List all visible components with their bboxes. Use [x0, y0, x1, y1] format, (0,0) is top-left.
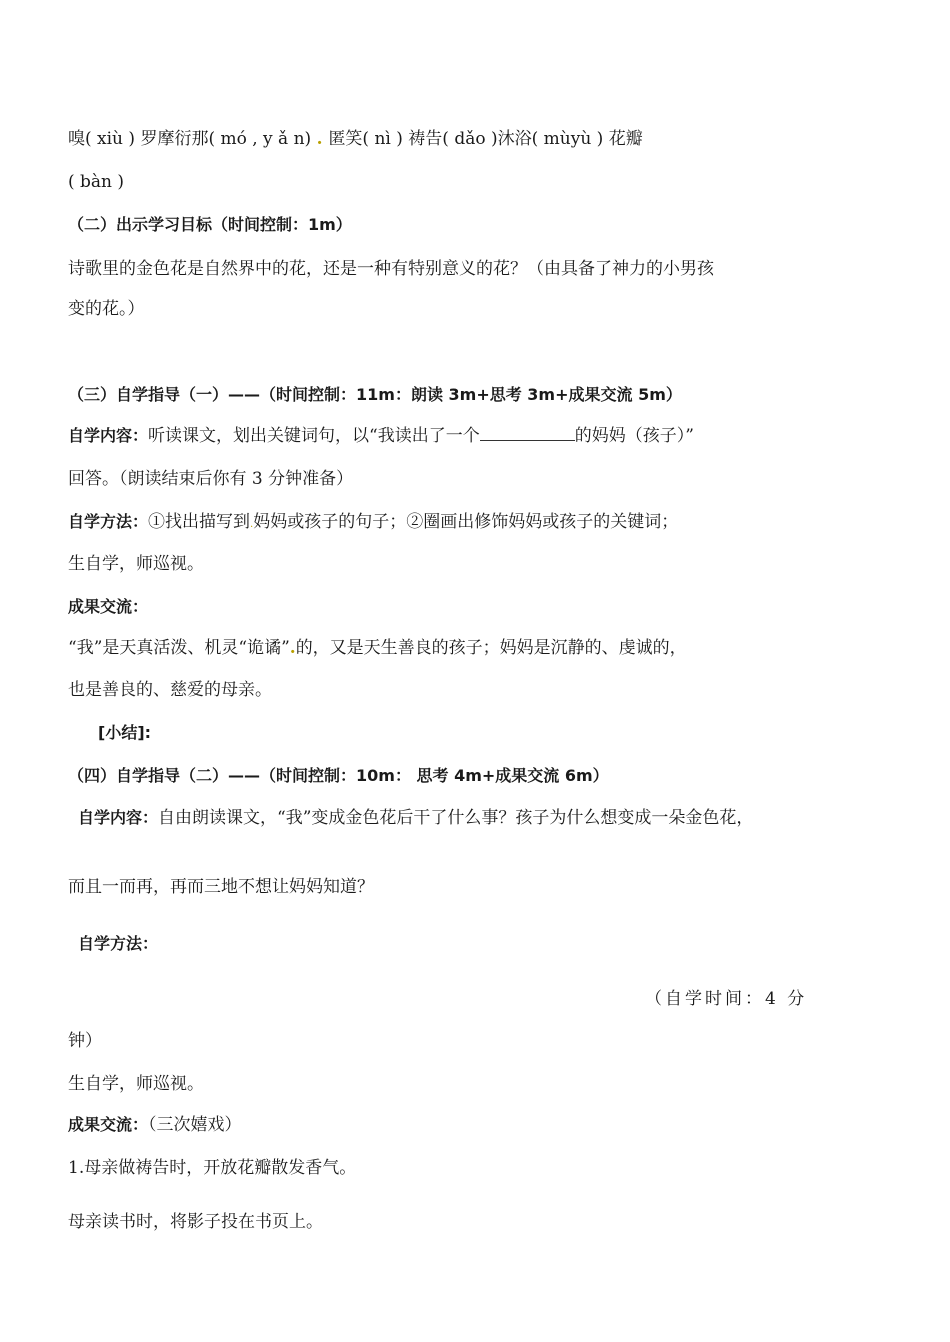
section-3-content — [68, 425, 694, 447]
method-label: 自学方法： — [68, 512, 149, 531]
section-3-result-label: 成果交流： — [68, 597, 149, 616]
section-3-method — [68, 511, 678, 536]
section-3-result-2: 也是善良的、慈爱的母亲。 — [68, 680, 272, 700]
section-3-result-1 — [68, 637, 687, 659]
pinyin-line-2: ( bàn ) — [68, 172, 125, 192]
section-3-method-2: 生自学，师巡视。 — [68, 554, 204, 574]
result-label: 成果交流： — [68, 1115, 149, 1134]
section-4-result-item-2: 母亲读书时，将影子投在书页上。 — [68, 1212, 323, 1232]
emphasis-dot-small: . — [250, 519, 254, 530]
pinyin-text-a: 嗅( xiù ) 罗摩衍那( mó , y ǎ n) — [68, 129, 317, 149]
section-2-text-1: 诗歌里的金色花是自然界中的花，还是一种有特别意义的花？（由具备了神力的小男孩 — [68, 259, 714, 279]
result-text-a: “我”是天真活泼、机灵“诡谲” — [68, 638, 290, 658]
method-text-b: 妈妈或孩子的句子；②圈画出修饰妈妈或孩子的关键词； — [253, 512, 679, 532]
section-4-method-2: 生自学，师巡视。 — [68, 1074, 204, 1094]
content-label: 自学内容： — [68, 426, 149, 445]
method-text-a: ①找出描写到 — [148, 512, 251, 532]
emphasis-dot: . — [289, 638, 296, 658]
section-3-heading: （三）自学指导（一）——（时间控制：11m：朗读 3m+思考 3m+成果交流 5m） — [68, 385, 682, 404]
section-4-content-2: 而且一而再，再而三地不想让妈妈知道？ — [68, 877, 374, 897]
content-text-a: 听读课文，划出关键词句，以“我读出了一个 — [148, 426, 480, 446]
section-4-method-label: 自学方法： — [78, 934, 159, 953]
section-2-heading: （二）出示学习目标（时间控制：1m） — [68, 215, 352, 234]
pinyin-text-b: 匿笑( nì ) 祷告( dǎo )沐浴( mùyù ) 花瓣 — [328, 129, 643, 149]
section-3-summary: [小结]: — [98, 723, 152, 742]
section-4-time-note-a: （自学时间：4 分 — [645, 989, 808, 1009]
section-4-time-note-b: 钟） — [68, 1031, 102, 1051]
fill-in-blank — [480, 426, 575, 441]
section-3-content-2: 回答。（朗读结束后你有 3 分钟准备） — [68, 469, 354, 489]
emphasis-dot: . — [316, 129, 329, 149]
content-label: 自学内容： — [78, 808, 159, 827]
result-note: （三次嬉戏） — [148, 1115, 242, 1135]
content-text-b: 的妈妈（孩子）” — [574, 426, 694, 446]
section-4-content — [78, 807, 753, 829]
section-4-result-item-1: 1.母亲做祷告时，开放花瓣散发香气。 — [68, 1158, 357, 1178]
content-text: 自由朗读课文，“我”变成金色花后干了什么事？孩子为什么想变成一朵金色花， — [158, 808, 754, 828]
section-4-result — [68, 1114, 242, 1136]
section-4-heading: （四）自学指导（二）——（时间控制：10m： 思考 4m+成果交流 6m） — [68, 766, 609, 785]
result-text-b: 的，又是天生善良的孩子；妈妈是沉静的、虔诚的， — [295, 638, 687, 658]
section-2-text-2: 变的花。） — [68, 299, 145, 319]
pinyin-line-1 — [68, 128, 643, 150]
